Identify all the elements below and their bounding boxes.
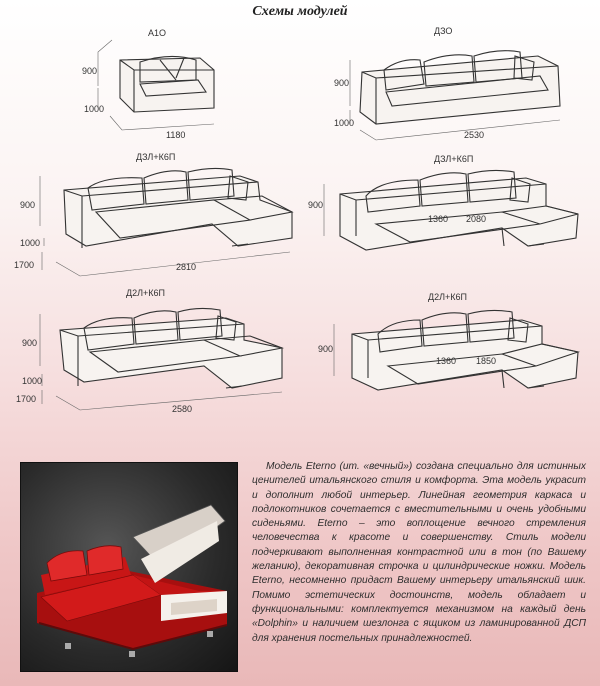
description-text: Модель Eterno (ит. «вечный») создана специально для истинных ценителей итальянского стиля и комфорта. Эта модель украсит и дополнит любой интерьер. Линейная геометрия каркаса и подлокотников сочетается с вместительными и очень удобными сиденьями. Eterno – это воплощение вечного стремления человечества к красоте и совершенству. Стиль модели подчеркивают выполненная контрастной или в тон (по Вашему желанию), декоративная строчка и цилиндрические ножки. Модель Eterno, несомненно придаст Вашему интерьеру итальянский шик. Помимо эстетических достоинств, модель обладает и функциональными: комплектуется механизмом на каждый день «Dolphin» и наличием шезлонга с ящиком из ламинированной ДСП для хранения постельных принадлежностей.: [252, 461, 586, 644]
module-armchair: [82, 28, 214, 140]
red-sofa-image: [21, 463, 237, 671]
width-label: 2580: [172, 404, 193, 414]
height-label: 900: [20, 200, 36, 210]
module-label: Д2Л+К6П: [428, 292, 467, 302]
module-corner-sofa-small-bed: [318, 292, 578, 390]
height-label: 900: [318, 344, 334, 354]
depth-label: 1000: [22, 376, 43, 386]
module-label: ДЗО: [434, 26, 453, 36]
width-label: 1180: [166, 130, 186, 140]
bed-length-b: 2080: [466, 214, 487, 224]
height-label: 900: [308, 200, 324, 210]
corner-depth-label: 1700: [16, 394, 37, 404]
module-label: Д2Л+К6П: [126, 288, 165, 298]
depth-label: 1000: [84, 104, 105, 114]
module-corner-sofa-small: [16, 288, 282, 414]
module-corner-sofa: [14, 152, 292, 276]
module-label: ДЗЛ+К6П: [136, 152, 176, 162]
bed-length-a: 1360: [436, 356, 457, 366]
height-label: 900: [334, 78, 350, 88]
module-corner-sofa-bed: [308, 154, 578, 250]
width-label: 2810: [176, 262, 197, 272]
bed-length-b: 1850: [476, 356, 497, 366]
height-label: 900: [82, 66, 98, 76]
height-label: 900: [22, 338, 38, 348]
sofa-photo: [20, 462, 238, 672]
bed-length-a: 1360: [428, 214, 449, 224]
module-label: А1О: [148, 28, 167, 38]
module-label: ДЗЛ+К6П: [434, 154, 474, 164]
width-label: 2530: [464, 130, 485, 140]
module-straight-sofa: [334, 26, 560, 140]
depth-label: 1000: [334, 118, 355, 128]
depth-label: 1000: [20, 238, 41, 248]
page-title: Схемы модулей: [252, 4, 348, 19]
corner-depth-label: 1700: [14, 260, 35, 270]
